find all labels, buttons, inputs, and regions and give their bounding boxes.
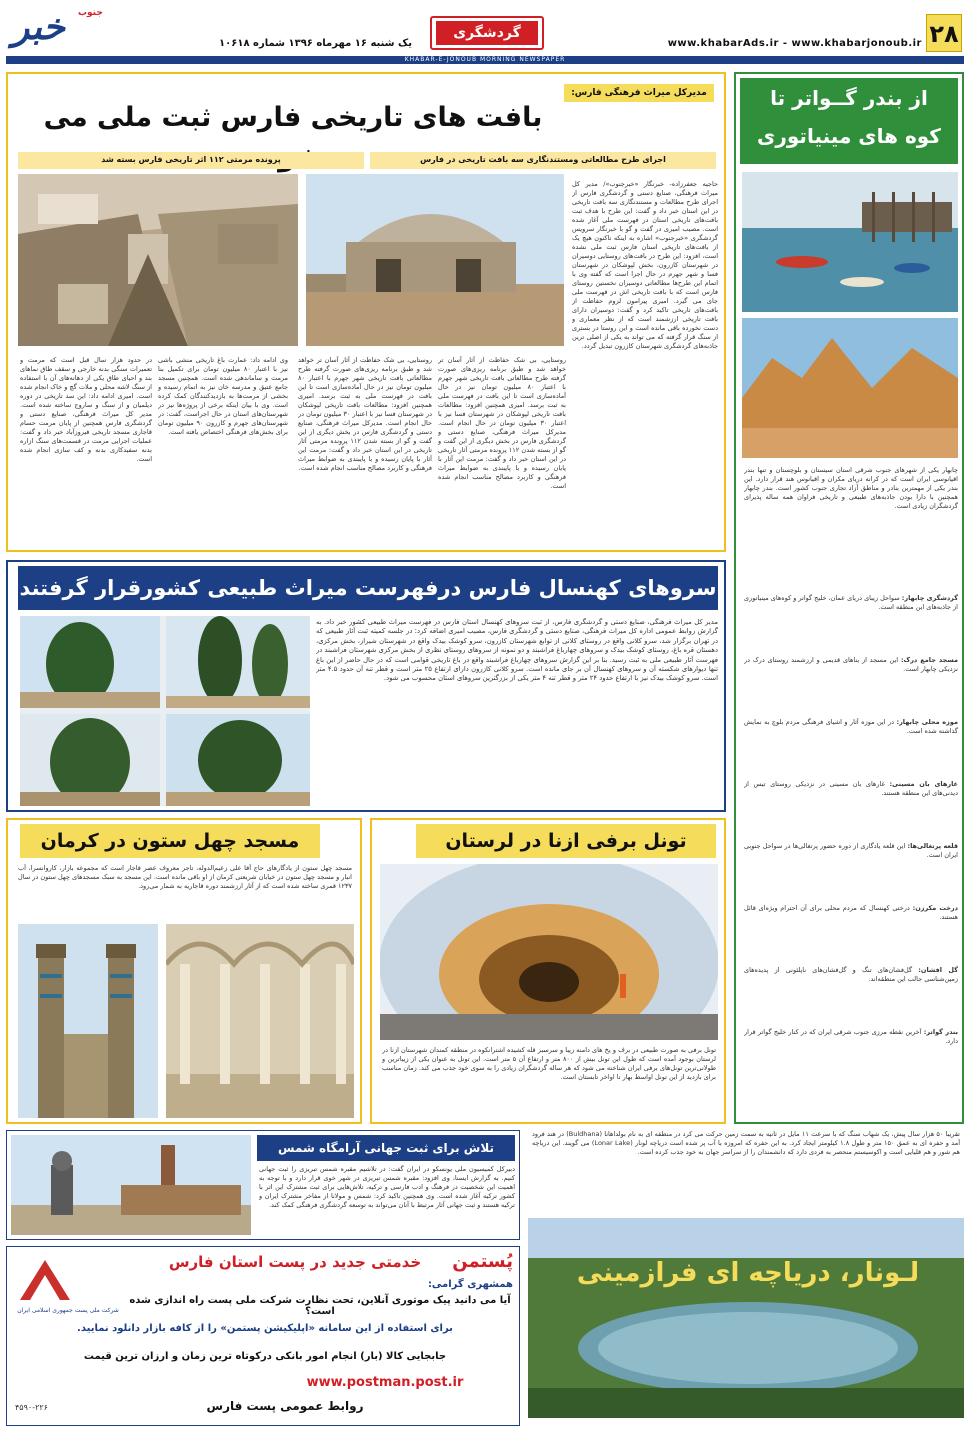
date-issue: یک شنبه ۱۶ مهرماه ۱۳۹۶ شماره ۱۰۶۱۸ bbox=[219, 38, 412, 49]
ad-title: خدمتی جدید در پست استان فارس bbox=[168, 1253, 422, 1271]
tunnel-story bbox=[370, 818, 726, 1124]
gwadar-section-text: این قلعه یادگاری از دوره حضور پرتغالی‌ها در سواحل جنوبی ایران است. bbox=[744, 842, 958, 859]
gwadar-section bbox=[744, 780, 958, 842]
ad-footer: روابط عمومی پست فارس bbox=[206, 1399, 364, 1413]
fars-col3: وی ادامه داد: عمارت باغ تاریخی منشی باشی نیز با اعتبار ۸۰ میلیون تومان برای تکمیل بنا مرمت و ساماندهی شده است. همچنین مسجد جامع عتیق و مدرسه خان نیز به اتمام رسیده و بخشی از مرمت‌ها به بازدیدکنندگان کمک کرده است. وی با بیان اینکه برخی از پروژه‌ها نیز در شهرستان‌های استان در حال اجراست، گفت: در شهرستان‌های جهرم و کازرون ۹۰ میلیون تومان برای بخش‌های فرهنگی اختصاص یافته است. bbox=[158, 356, 288, 436]
gwadar-headline-2: کوه های مینیاتوری bbox=[757, 124, 941, 148]
tunnel-body: تونل برفی به صورت طبیعی در برف و یخ های دامنه زیبا و سرسبز قله کشیده اشترانکوه در منطقه کمندان شهرستان ازنا در لرستان بوجود آمده است که طول این تونل بیش از ۸۰۰ متر و ارتفاع آن ۵ متر است. این تونل به عنوان یکی از زیباترین و طولانی‌ترین تونل‌های برفی ایران شناخته می شود که هر ساله گردشگران زیادی را به سوی خود جذب می کند. زمان مناسب برای بازدید از این تونل اواسط بهار تا اواخر تابستان است. bbox=[382, 1046, 716, 1081]
gwadar-body: چابهار یکی از شهرهای جنوب شرقی استان سیستان و بلوچستان و تنها بندر اقیانوسی ایران است که در کرانه دریای مکران و اقیانوس هند قرار دارد. این بندر یکی از مهمترین بنادر و مناطق آزاد تجاری جنوب کشور است. بندر چابهار همچنین با دارا بودن جاذبه‌های طبیعی و تاریخی فراوان همه ساله پذیرای گردشگران زیادی است. bbox=[744, 466, 958, 510]
shams-headline-bar bbox=[257, 1135, 515, 1161]
kerman-headline: مسجد چهل ستون در کرمان bbox=[40, 830, 300, 852]
post-logo bbox=[13, 1255, 123, 1325]
gwadar-section bbox=[744, 904, 958, 966]
post-logo-caption: شرکت ملی پست جمهوری اسلامی ایران bbox=[17, 1307, 119, 1314]
gwadar-section-text: درختی کهنسال که مردم محلی برای آن احترام ویژه‌ای قائل هستند. bbox=[744, 904, 958, 921]
gwadar-section-text: غارهای بان مسینی در نزدیکی روستای تیس از دیدنی‌های این منطقه هستند. bbox=[744, 780, 958, 797]
gwadar-section-label: موزه محلی چابهار: bbox=[896, 718, 958, 726]
fars-subhead-right: اجرای طرح مطالعاتی ومستندنگاری سه بافت تاریخی در فارس bbox=[370, 152, 716, 169]
logo bbox=[6, 8, 104, 54]
gwadar-section-label: گل افشان: bbox=[918, 966, 958, 974]
cypress-headline-bar bbox=[18, 566, 718, 610]
fars-village-photo bbox=[18, 174, 298, 346]
lonar-headline: لـونار، دریاچه ای فرازمینی bbox=[576, 1258, 920, 1288]
gwadar-headline-1: از بندر گــواتر تا bbox=[770, 86, 928, 110]
gwadar-section-label: مسجد جامع درک: bbox=[900, 656, 958, 664]
tunnel-photo bbox=[380, 864, 718, 1040]
logo-text: خبر bbox=[12, 6, 65, 48]
gwadar-section-text: آخرین نقطه مرزی جنوب شرقی ایران که در کنار خلیج گواتر قرار دارد. bbox=[744, 1028, 958, 1045]
ad-code: ۴۵۹۰-۲۲۶ bbox=[15, 1403, 48, 1412]
cypress-trees-photo bbox=[20, 616, 310, 806]
ad-brand: پُستمن bbox=[452, 1251, 513, 1272]
gwadar-section bbox=[744, 966, 958, 1028]
masthead bbox=[0, 0, 970, 64]
gwadar-section bbox=[744, 594, 958, 656]
cypress-headline: سروهای کهنسال فارس درفهرست میراث طبیعی کشورقرار گرفتند bbox=[19, 576, 717, 600]
english-name-bar bbox=[6, 56, 964, 64]
site-urls[interactable]: www.khabarAds.ir - www.khabarjonoub.ir bbox=[667, 38, 922, 49]
gwadar-section-text: این مسجد از بناهای قدیمی و ارزشمند روستای درک در نزدیکی چابهار است. bbox=[744, 656, 958, 673]
gwadar-section-label: درخت مکرزن: bbox=[912, 904, 958, 912]
gwadar-section bbox=[744, 718, 958, 780]
fars-story bbox=[6, 72, 726, 552]
gwadar-section bbox=[744, 656, 958, 718]
kerman-story bbox=[6, 818, 362, 1124]
kerman-body: مسجد چهل ستون از یادگارهای حاج آقا علی زعیم‌الدوله، تاجر معروف عصر قاجار است که مجموعه بازار، کاروانسرا، آب انبار و مسجد چهل ستون در خیابان شریعتی کرمان از او باقی مانده است. این مسجد به سبک مسجدهای چهل ستون در سال ۱۲۳۷ قمری ساخته شده است که از آثار ارزشمند دوره قاجاریه به شمار می‌رود. bbox=[18, 864, 352, 890]
gwadar-story bbox=[734, 72, 964, 1124]
fars-col4: در حدود هزار سال قبل است که مرمت و تعمیرات سنگی بدنه خارجی و سقف طاق نماهای بند و احیای طاق یکی از دهانه‌های آن با استفاده از سنگ لاشه محلی و ملات گچ و خاک انجام شده است. امیری ادامه داد: این سد تاریخی در دوره دیلمیان و از سنگ و ساروج ساخته شده است. مدیر کل میراث فرهنگی، صنایع دستی و گردشگری فارس همچنین از پایان مرمت حسام قاجاری مسجد تاریخی فیروزآباد خبر داد و گفت: عملیات اجرایی مرمت در قسمت‌های سنگ ازاره بدنه سفیدکاری بدنه و کف سازی انجام شده است. bbox=[20, 356, 152, 463]
ad-slogan: جابجایی کالا (بار) انجام امور بانکی درکوتاه ترین زمان و ارزان ترین قیمت bbox=[83, 1351, 447, 1362]
gwadar-section bbox=[744, 842, 958, 904]
gwadar-headline-box bbox=[740, 78, 958, 164]
gwadar-section-text: سواحل زیبای دریای عمان، خلیج گواتر و کوه‌های مینیاتوری از جاذبه‌های این منطقه است. bbox=[744, 594, 958, 611]
kerman-minaret-photo bbox=[18, 924, 158, 1118]
lonar-body: تقریبا ۵۰ هزار سال پیش، یک شهاب سنگ که با سرعت ۱۱ مایل در ثانیه به سمت زمین حرکت می کرد در منطقه ای به نام بولداهانا (Buldhana) در هند فرود آمد و حفره ای به عمق ۱۵۰ متر و طول ۱.۸ کیلومتر ایجاد کرد. به این حفره که امروزه با آب پر شده است دریاچه لونار (Lonar Lake) می گویند. این دریاچه هم شور و هم قلیایی است و اکوسیستم منحصر به فردی دارد که دانشمندان را از سراسر جهان به خود جذب کرده است. bbox=[532, 1130, 960, 1156]
postman-ad bbox=[6, 1246, 520, 1426]
fars-headline: بافت های تاریخی فارس ثبت ملی می bbox=[43, 102, 543, 133]
ad-instruction: برای استفاده از این سامانه «اپلیکیشن پستمن» را از کافه بازار دانلود نمایید. bbox=[77, 1323, 453, 1334]
gwadar-section-text: در این موزه آثار و اشیای فرهنگی مردم بلوچ به نمایش گذاشته شده است. bbox=[744, 718, 958, 735]
gwadar-section-text: گل‌فشان‌های تنگ و گل‌فشان‌های ناپلئونی از پدیده‌های زمین‌شناسی جالب این منطقه‌اند. bbox=[744, 966, 958, 983]
cypress-story bbox=[6, 560, 726, 812]
logo-sub: جنوب bbox=[78, 8, 103, 18]
section-tab bbox=[430, 16, 544, 50]
fars-col1: حاجیه جعفرزاده- خبرنگار «خبرجنوب»/ مدیر کل میراث فرهنگی، صنایع دستی و گردشگری فارس از اجرای طرح مطالعات و مستندنگاری سه بافت تاریخی در این استان خبر داد و گفت: این طرح با هدف ثبت بافت‌های تاریخی استان در فهرست ملی آغاز شده است. مصیب امیری در گفت و گو با خبرنگار سرویس گردشگری «خبرجنوب» اشاره به اینکه تاکنون هیچ یک از بافت‌های تاریخی استان فارس ثبت ملی نشده است، افزود: این طرح در بافت‌های روستایی دوسیران در شهرستان کازرون، بخش لپوشکان در شهرستان فسا و شهر جهرم در حال اجرا است که گفته وی با اتمام این طرح‌ها مطالعاتی دوسیران نخستین روستای فارس است که با بافت تاریخی اش در فهرست ملی جای می گیرد. امیری پیرامون لزوم حفاظت از بافت‌های تاریخی تاکید کرد و گفت: دوسیران دارای بافت تاریخی ارزشمند است که از نظر معماری و دست نخورده باقی مانده است و این روستا در بستری از سنگ قرار گرفته که می تواند به یکی از اصلی ترین جاذبه‌های گردشگری شهرستان کازرون تبدیل گردد. bbox=[572, 180, 718, 350]
shams-story bbox=[6, 1130, 520, 1240]
page-number: ۲۸ bbox=[929, 20, 959, 48]
english-name: KHABAR-E-JONOUB MORNING NEWSPAPER bbox=[404, 56, 566, 63]
shams-body: دبیرکل کمیسیون ملی یونسکو در ایران گفت: در تلاشیم مقبره شمس تبریزی را ثبت جهانی کنیم. به گزارش ایسنا، وی افزود: مقبره شمس تبریزی در شهر خوی قرار دارد و با توجه به اهمیت این شخصیت در فرهنگ و ادب فارسی و ترکیه، تلاش‌هایی برای ثبت مشترک این اثر با کشور ترکیه آغاز شده است. وی همچنین تاکید کرد: شمس و مولانا از مفاخر مشترک ایران و ترکیه هستند و ثبت جهانی آثار مرتبط با آنان می‌تواند به توسعه گردشگری فرهنگی کمک کند. bbox=[259, 1165, 515, 1209]
fars-kicker-box bbox=[564, 84, 714, 102]
fars-subhead-left: پرونده مرمتی ۱۱۲ اثر تاریخی فارس بسته شد bbox=[18, 152, 364, 169]
gwadar-section-label: غارهای بان مسینی: bbox=[889, 780, 958, 788]
gwadar-section-label: قلعه پرتغالی‌ها: bbox=[907, 842, 958, 850]
lonar-photo bbox=[528, 1218, 964, 1418]
fars-dome-photo bbox=[306, 174, 564, 346]
fars-col3b: روستایی، بی شک حفاظت از آثار آسان تر خواهد شد و طبق برنامه ریزی‌های صورت گرفته طرح مطالعاتی بافت تاریخی شهر جهرم با اعتبار ۸۰ میلیون تومان نیز در حال آماده‌سازی است تا این بافت در فهرست ملی به ثبت برسد. امیری همچنین افزود: مطالعات بافت تاریخی لپوشکان در شهرستان فسا نیز با اعتبار ۳۰ میلیون تومان در حال انجام است. مدیرکل میراث فرهنگی، صنایع دستی و گردشگری فارس در بخش دیگری از این گفت و گو از بسته شدن ۱۱۲ پرونده مرمتی آثار تاریخی در این استان خبر داد و گفت: مرمت این آثار با پایان رسیده و با پایبندی به ضوابط میراث فرهنگی و کاربرد مصالح مناسب انجام شده است. bbox=[298, 356, 432, 472]
page-number-box bbox=[926, 14, 962, 52]
gwadar-section bbox=[744, 1028, 958, 1090]
tunnel-headline-bar bbox=[416, 824, 716, 858]
tunnel-headline: تونل برفی ازنا در لرستان bbox=[445, 830, 687, 852]
cypress-body: مدیر کل میراث فرهنگی، صنایع دستی و گردشگری فارس، از ثبت سروهای کهنسال استان فارس در فهرست میراث طبیعی کشور خبر داد. به گزارش روابط عمومی اداره کل میراث فرهنگی، صنایع دستی و گردشگری فارس، مصیب امیری اضافه کرد: در جلسه کمیته ثبت آثار طبیعی که در تهران برگزار شد، سرو کلانی واقع در روستای کلانی از توابع شهرستان کازرون، سرو کوشک بیدک واقع در شهرستان شیراز، بخش مرکزی، دهستان قره باغ، روستای کوشک بیدک و سروهای چهارباغ فراشبند و دو نمونه از سروهای روستای نظری از بخش مرکزی شهرستان فراشبند در فهرست آثار طبیعی ملی به ثبت رسید. بنا بر این گزارش سروهای چهارباغ فراشبند واقع در باغ تاریخی قوامی است که در حال حاضر از این باغ تنها دیوارهای شکسته آن و سروهای کهنسال آن بر جای مانده است. سرو کلانی کازرون دارای ارتفاع ۲۵ متر است و قطر تنه آن حدود ۴.۵ متر است. سرو کوشک بیدک نیز با ارتفاع حدود ۲۴ متر و قطر تنه ۴ متر یکی از بزرگترین سروهای استان محسوب می شود. bbox=[316, 618, 718, 683]
ad-question: آیا می دانید پیک موتوری آنلاین، تحت نظارت شرکت ملی پست راه اندازی شده است؟ bbox=[129, 1295, 511, 1317]
gwadar-section-label: بندر گواتر: bbox=[923, 1028, 958, 1036]
shams-statue-photo bbox=[11, 1135, 251, 1235]
shams-headline: تلاش برای ثبت جهانی آرامگاه شمس bbox=[278, 1141, 494, 1155]
gwadar-section-label: گردشگری چابهار: bbox=[901, 594, 958, 602]
section-title: گردشگری bbox=[436, 21, 538, 45]
gwadar-mountains-photo bbox=[742, 318, 958, 458]
fars-kicker: مدیرکل میراث فرهنگی فارس: bbox=[571, 88, 707, 98]
fars-col2: روستایی، بی شک حفاظت از آثار آسان تر خواهد شد و طبق برنامه ریزی‌های صورت گرفته طرح مطالعاتی بافت تاریخی شهر جهرم با اعتبار ۸۰ میلیون تومان نیز در حال آماده‌سازی است تا این بافت در فهرست ملی به ثبت برسد. امیری همچنین افزود: مطالعات بافت تاریخی لپوشکان در شهرستان فسا نیز با اعتبار ۳۰ میلیون تومان در حال انجام است. مدیرکل میراث فرهنگی، صنایع دستی و گردشگری فارس در بخش دیگری از این گفت و گو از بسته شدن ۱۱۲ پرونده مرمتی آثار تاریخی در این استان خبر داد و گفت: مرمت این آثار با پایان رسیده و با پایبندی به ضوابط میراث فرهنگی و کاربرد مصالح مناسب انجام شده است. bbox=[438, 356, 566, 490]
kerman-headline-bar bbox=[20, 824, 320, 858]
gwadar-sections bbox=[744, 594, 958, 1114]
gwadar-boats-photo bbox=[742, 172, 958, 312]
kerman-columns-photo bbox=[166, 924, 354, 1118]
ad-url[interactable]: www.postman.post.ir bbox=[306, 1375, 464, 1390]
ad-salutation: همشهری گرامی: bbox=[427, 1279, 513, 1290]
lonar-story bbox=[528, 1130, 964, 1420]
post-logo-icon bbox=[15, 1255, 75, 1305]
